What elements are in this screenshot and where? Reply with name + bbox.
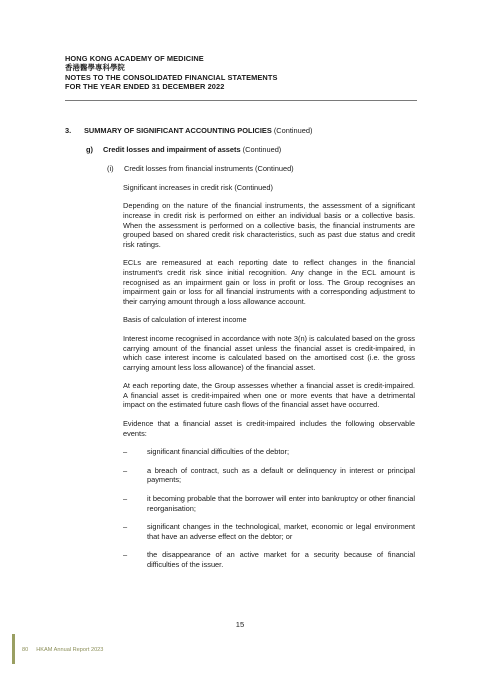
list-item-text: the disappearance of an active market for a security because of financial difficulties of the issuer. xyxy=(147,550,415,569)
bullet-dash: – xyxy=(123,522,128,532)
item-numeral: (i) xyxy=(107,164,114,174)
list-item xyxy=(123,466,415,485)
list-item xyxy=(123,494,415,513)
header-divider xyxy=(65,100,417,101)
body-text xyxy=(123,183,415,570)
section-suffix: (Continued) xyxy=(273,126,313,135)
evidence-list xyxy=(123,447,415,569)
report-page-number: 80 xyxy=(22,647,29,653)
paragraph: Evidence that a financial asset is credit-impaired includes the following observable events: xyxy=(123,419,415,438)
paragraph: Interest income recognised in accordance with note 3(n) is calculated based on the gross carrying amount of the financial asset unless the financial asset is credit-impaired, in which case interest income is calculated based on the amortised cost (i.e. the gross carrying amount less loss allowance) of the financial asset. xyxy=(123,333,415,372)
page-number: 15 xyxy=(235,620,245,629)
list-item-text: significant financial difficulties of the debtor; xyxy=(147,447,290,457)
org-name-zh: 香港醫學專科學院 xyxy=(65,63,125,73)
list-item xyxy=(123,550,415,569)
footer-accent-bar xyxy=(12,634,15,664)
item-title: Credit losses from financial instruments (Continued) xyxy=(124,164,294,174)
notes-title: NOTES TO THE CONSOLIDATED FINANCIAL STATEMENTS xyxy=(65,72,278,82)
bullet-dash: – xyxy=(123,447,128,457)
heading-credit-risk: Significant increases in credit risk (Continued) xyxy=(123,182,273,192)
org-name-en: HONG KONG ACADEMY OF MEDICINE xyxy=(65,54,204,63)
list-item-text: it becoming probable that the borrower will enter into bankruptcy or other financial reorganisation; xyxy=(147,494,415,513)
subsection-suffix: (Continued) xyxy=(242,144,282,154)
list-item xyxy=(123,447,415,457)
paragraph: At each reporting date, the Group assesses whether a financial asset is credit-impaired. A financial asset is credit-impaired when one or more events that have a detrimental impact on the estimated future cash flows of the financial asset have occurred. xyxy=(123,381,415,410)
report-name: HKAM Annual Report 2023 xyxy=(36,647,104,653)
heading-interest-income: Basis of calculation of interest income xyxy=(123,315,247,325)
subsection-letter: g) xyxy=(86,144,93,154)
bullet-dash: – xyxy=(123,550,128,560)
section-accounting-policies xyxy=(65,126,417,570)
item-heading xyxy=(107,164,417,174)
section-heading xyxy=(65,126,417,136)
section-title: SUMMARY OF SIGNIFICANT ACCOUNTING POLICIES xyxy=(84,126,272,135)
subsection-heading xyxy=(86,145,417,155)
bullet-dash: – xyxy=(123,494,128,504)
period-title: FOR THE YEAR ENDED 31 DECEMBER 2022 xyxy=(65,82,225,92)
list-item-text: a breach of contract, such as a default or delinquency in interest or principal payments; xyxy=(147,465,415,485)
bullet-dash: – xyxy=(123,465,128,475)
subsection-title: Credit losses and impairment of assets xyxy=(103,144,241,154)
list-item xyxy=(123,522,415,541)
section-number: 3. xyxy=(65,126,72,135)
report-footer xyxy=(22,647,103,653)
list-item-text: significant changes in the technological, market, economic or legal environment that have an adverse effect on the debtor; or xyxy=(147,522,415,541)
paragraph: Depending on the nature of the financial instruments, the assessment of a significant increase in credit risk is performed on either an individual basis or a collective basis. When the assessment is performed on a collective basis, the financial instruments are grouped based on shared credit risk characteristics, such as past due status and credit risk ratings. xyxy=(123,201,415,249)
paragraph: ECLs are remeasured at each reporting date to reflect changes in the financial instrument's credit risk since initial recognition. Any change in the ECL amount is recognised as an impairment gain or loss in profit or loss. The Group recognises an impairment gain or loss for all financial instruments with a corresponding adjustment to their carrying amount through a loss allowance account. xyxy=(123,258,415,306)
page-header xyxy=(65,54,417,101)
